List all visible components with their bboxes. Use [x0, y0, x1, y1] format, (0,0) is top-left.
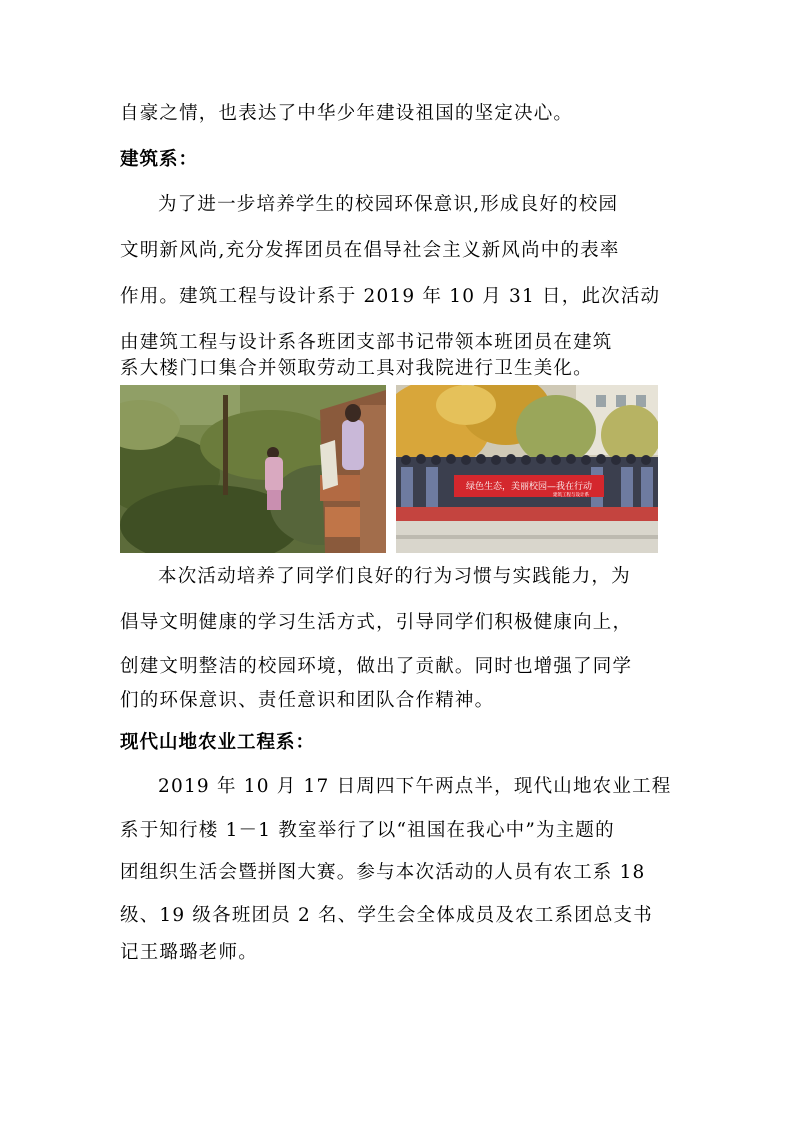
paragraph-line: 系于知行楼 1－1 教室举行了以“祖国在我心中”为主题的 [120, 820, 615, 841]
paragraph-line: 作用。建筑工程与设计系于 2019 年 10 月 31 日，此次活动 [120, 286, 661, 307]
paragraph-line: 文明新风尚,充分发挥团员在倡导社会主义新风尚中的表率 [120, 240, 620, 261]
paragraph-line: 记王璐璐老师。 [120, 942, 258, 963]
photo-group-banner [396, 385, 658, 553]
paragraph-line: 自豪之情，也表达了中华少年建设祖国的坚定决心。 [120, 103, 574, 124]
section-heading-agriculture: 现代山地农业工程系： [120, 732, 316, 753]
paragraph-line: 级、19 级各班团员 2 名、学生会全体成员及农工系团总支书 [120, 905, 653, 926]
banner-sub-text: 建筑工程与设计系 [553, 493, 589, 498]
paragraph-line: 由建筑工程与设计系各班团支部书记带领本班团员在建筑 [120, 332, 613, 353]
paragraph-line: 倡导文明健康的学习生活方式，引导同学们积极健康向上， [120, 612, 633, 633]
banner-main-text: 绿色生态，美丽校园—我在行动 [465, 482, 593, 492]
paragraph-line: 们的环保意识、责任意识和团队合作精神。 [120, 690, 495, 711]
paragraph-line: 本次活动培养了同学们良好的行为习惯与实践能力，为 [158, 566, 631, 587]
paragraph-line: 团组织生活会暨拼图大赛。参与本次活动的人员有农工系 18 [120, 862, 646, 883]
paragraph-line: 2019 年 10 月 17 日周四下午两点半，现代山地农业工程 [158, 776, 672, 797]
paragraph-line: 创建文明整洁的校园环境，做出了贡献。同时也增强了同学 [120, 656, 633, 677]
photo-garden-cleanup [120, 385, 386, 553]
paragraph-line: 系大楼门口集合并领取劳动工具对我院进行卫生美化。 [120, 358, 593, 379]
section-heading-architecture: 建筑系： [120, 149, 199, 170]
paragraph-line: 为了进一步培养学生的校园环保意识,形成良好的校园 [158, 194, 619, 215]
